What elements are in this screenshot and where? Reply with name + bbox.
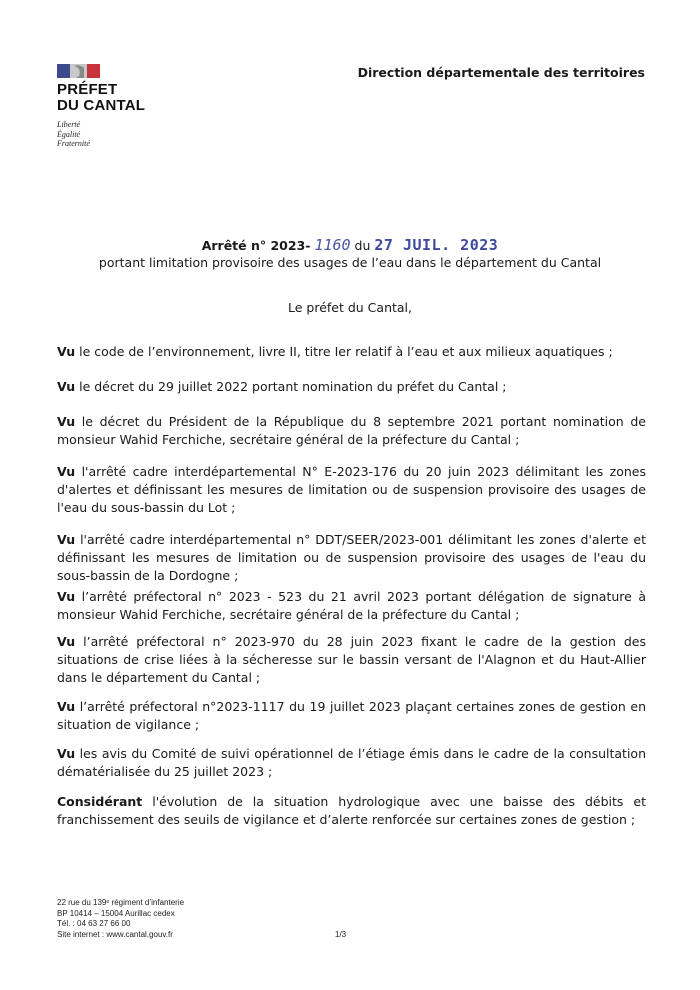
prefet-line: Le préfet du Cantal,: [287, 300, 412, 315]
footer-phone: Tél. : 04 63 27 66 00: [57, 919, 131, 928]
visa-keyword: Vu: [57, 464, 76, 479]
visa-keyword: Vu: [57, 414, 76, 429]
visa-text: le décret du 29 juillet 2022 portant nomination du préfet du Cantal ;: [75, 379, 507, 394]
visa-paragraph: [57, 633, 646, 687]
motto-fraternite: Fraternité: [57, 139, 90, 148]
logo-title-line2: DU CANTAL: [57, 97, 146, 114]
marianne-flag-icon: [57, 62, 101, 80]
visa-text: le décret du Président de la République du 8 septembre 2021 portant nomination de monsieur Wahid Ferchiche, secrétaire général de la préfecture du Cantal ;: [57, 414, 646, 447]
visa-keyword: Vu: [57, 589, 76, 604]
arrete-subtitle: portant limitation provisoire des usages de l’eau dans le département du Cantal: [98, 255, 602, 270]
visa-text: le code de l’environnement, livre II, titre Ier relatif à l’eau et aux milieux aquatiques ;: [75, 344, 613, 359]
visa-paragraph: [57, 463, 646, 517]
visa-text: les avis du Comité de suivi opérationnel de l’étiage émis dans le cadre de la consultation dématérialisée du 25 juillet 2023 ;: [57, 746, 646, 779]
visa-paragraph: [57, 745, 646, 781]
visa-keyword: Vu: [57, 379, 76, 394]
visa-text: l’arrêté préfectoral n° 2023 - 523 du 21 avril 2023 portant délégation de signature à monsieur Wahid Ferchiche, secrétaire général de la préfecture du Cantal ;: [57, 589, 646, 622]
footer-website: Site internet : www.cantal.gouv.fr: [57, 929, 173, 939]
footer-street: 22 rue du 139ᵉ régiment d’infanterie: [57, 898, 185, 907]
visa-keyword: Vu: [57, 532, 76, 547]
visa-text: l’arrêté préfectoral n° 2023-970 du 28 juin 2023 fixant le cadre de la gestion des situations de crise liées à la sécheresse sur le bassin versant de l'Alagnon et du Haut-Allier dans le département du Cantal ;: [57, 634, 646, 685]
date-stamp: 27 JUIL. 2023: [374, 236, 499, 254]
visa-paragraph: [57, 413, 646, 449]
arrete-du: du: [354, 238, 371, 253]
handwritten-arrete-number: 1160: [314, 236, 351, 254]
logo-title-line1: PRÉFET: [57, 81, 118, 98]
visa-text: l'arrêté cadre interdépartemental n° DDT/SEER/2023-001 délimitant les zones d'alerte et définissant les mesures de limitation ou de suspension provisoire des usages de l'eau du sous-bassin de la Dordogne ;: [57, 532, 646, 583]
visa-paragraph: [57, 343, 646, 361]
visa-paragraph: [57, 531, 646, 585]
arrete-title: [0, 236, 700, 254]
arrete-prefix: Arrêté n° 2023-: [201, 238, 311, 253]
motto-liberte: Liberté: [57, 120, 81, 129]
visa-keyword: Vu: [57, 746, 76, 761]
prefecture-logo: [57, 62, 177, 149]
footer-address: [57, 898, 184, 940]
visa-paragraph: [57, 588, 646, 624]
visa-paragraph: [57, 698, 646, 734]
department-direction: Direction départementale des territoires: [357, 65, 645, 80]
visa-text: l’arrêté préfectoral n°2023-1117 du 19 juillet 2023 plaçant certaines zones de gestion en situation de vigilance ;: [57, 699, 646, 732]
visa-keyword: Vu: [57, 634, 76, 649]
visa-text: l'arrêté cadre interdépartemental N° E-2023-176 du 20 juin 2023 délimitant les zones d'alertes et définissant les mesures de limitation ou de suspension provisoire des usages de l'eau du sous-bassin du Lot ;: [57, 464, 646, 515]
considerant-paragraph: [57, 793, 646, 829]
page-number: 1/3: [335, 930, 347, 939]
visa-paragraph: [57, 378, 646, 396]
visa-keyword: Vu: [57, 344, 76, 359]
visa-keyword: Vu: [57, 699, 76, 714]
footer-postal: BP 10414 – 15004 Aurillac cedex: [57, 908, 175, 918]
motto-egalite: Égalité: [57, 129, 81, 139]
republic-motto: [57, 120, 177, 149]
considerant-text: l'évolution de la situation hydrologique avec une baisse des débits et franchissement des seuils de vigilance et d’alerte renforcée sur certaines zones de gestion ;: [57, 794, 646, 827]
considerant-keyword: Considérant: [57, 794, 143, 809]
